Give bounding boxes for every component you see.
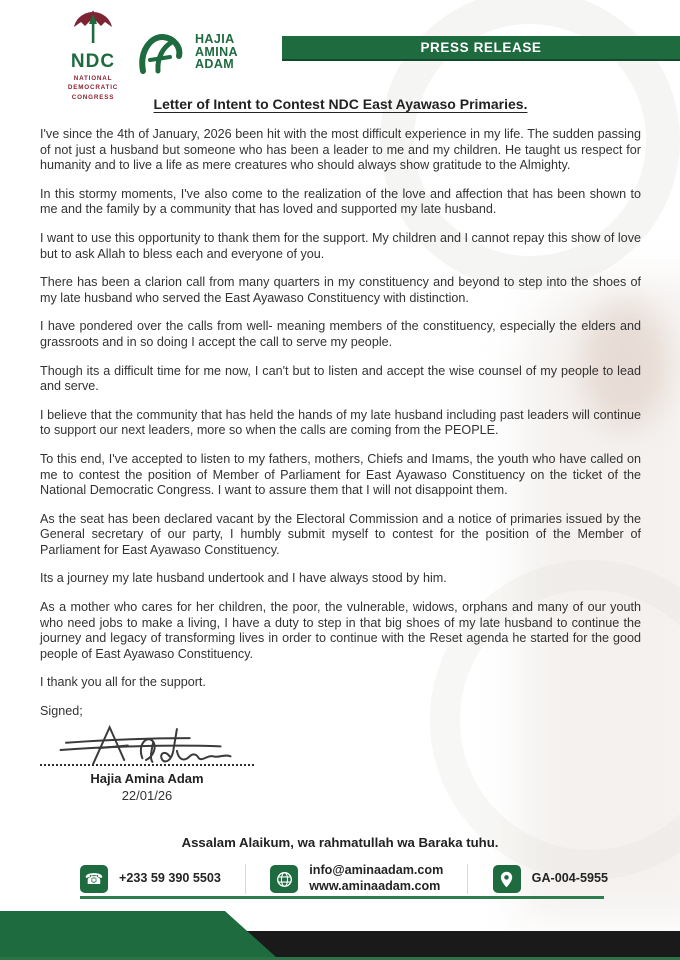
signature-date: 22/01/26 (121, 788, 173, 804)
paragraph: In this stormy moments, I've also come to the realization of the love and affection that has been shown to me and the family by a community that has loved and supported my late husband. (40, 186, 641, 217)
paragraph: I believe that the community that has held the hands of my late husband including past leaders will continue to support our next leaders, more so when the calls are coming from the PEOPLE. (40, 407, 641, 438)
signatory-name: Hajia Amina Adam (90, 771, 204, 787)
ndc-full-name-label: NATIONAL DEMOCRATIC CONGRESS (67, 75, 119, 101)
location-pin-icon (493, 865, 521, 893)
paragraph: As a mother who cares for her children, the poor, the vulnerable, widows, orphans and many of our youth who need jobs to make a living, I have a duty to step in that big shoes of my late husband to continue the journey and legacy of transforming lives in order to continue with the Reset agenda he started for the good people of East Ayawaso Constituency. (40, 600, 641, 661)
phone-glyph: ☎ (84, 870, 104, 888)
ndc-party-logo (50, 10, 136, 102)
paragraph: To this end, I've accepted to listen to my fathers, mothers, Chiefs and Imams, the youth who have called on me to contest the position of Member of Parliament for East Ayawaso Constituency on the ticket of the National Democratic Congress. I want to assure them that I will not disappoint them. (40, 451, 641, 498)
footer-rule (80, 896, 604, 899)
paragraph: I thank you all for the support. (40, 675, 206, 690)
address-contact (493, 865, 608, 893)
globe-icon (270, 865, 298, 893)
paragraph: There has been a clarion call from many quarters in my constituency and beyond to step into the shoes of my late husband who served the East Ayawaso Constituency with distinction. (40, 275, 641, 305)
candidate-logo (138, 30, 238, 74)
paragraph: I want to use this opportunity to thank them for the support. My children and I cannot repay this show of love but to ask Allah to bless each and everyone of you. (40, 230, 641, 261)
closing-salutation: Assalam Alaikum, wa rahmatullah wa Baraka tuhu. (181, 835, 499, 850)
email-address: info@aminaadam.com (309, 863, 444, 878)
contact-divider (245, 864, 246, 894)
phone-contact (80, 865, 221, 893)
press-release-banner: PRESS RELEASE (282, 36, 680, 61)
gps-address: GA-004-5955 (531, 871, 608, 886)
paragraph: Though its a difficult time for me now, I can't but to listen and accept the wise counsel of my people to lead and serve. (40, 363, 641, 394)
paragraph: I've since the 4th of January, 2026 been hit with the most difficult experience in my life. The sudden passing of not just a husband but someone who has been a leader to me and my children. He taught us respect for humanity and to live a life as mere creatures who should always show gratitude to the Almighty. (40, 127, 641, 173)
candidate-name-logo-text (195, 33, 238, 71)
bottom-black-band (235, 931, 680, 957)
paragraph: I have pondered over the calls from well- meaning members of the constituency, especially the elders and grassroots and in so doing I accept the call to serve my people. (40, 319, 641, 349)
signature-block (40, 704, 641, 803)
email-contact (270, 863, 443, 894)
phone-icon (80, 865, 108, 893)
candidate-logo-line2: AMINA (195, 44, 238, 59)
candidate-logo-line3: ADAM (195, 57, 235, 72)
handwritten-signature (46, 720, 246, 770)
candidate-logo-line1: HAJIA (195, 31, 235, 46)
amina-adam-monogram-icon (138, 30, 188, 74)
paragraph: As the seat has been declared vacant by the Electoral Commission and a notice of primaries issued by the General secretary of our party, I humbly submit myself to contest for the position of the Member of Parliament for East Ayawaso Constituency. (40, 511, 641, 557)
contact-bar (80, 862, 608, 896)
phone-number: +233 59 390 5503 (119, 871, 221, 886)
letter-title: Letter of Intent to Contest NDC East Ayawaso Primaries. (153, 96, 528, 112)
contact-divider (467, 864, 468, 894)
email-website-text (309, 863, 443, 894)
signature-dotted-line (40, 764, 254, 766)
letterhead (0, 0, 680, 101)
paragraph: Its a journey my late husband undertook and I have always stood by him. (40, 571, 447, 586)
website-url: www.aminaadam.com (309, 879, 441, 893)
ndc-abbr-label: NDC (70, 51, 116, 72)
signed-label: Signed; (40, 704, 83, 719)
bottom-green-wedge (0, 911, 276, 957)
ndc-umbrella-icon (71, 10, 115, 46)
letter-body (0, 96, 680, 803)
